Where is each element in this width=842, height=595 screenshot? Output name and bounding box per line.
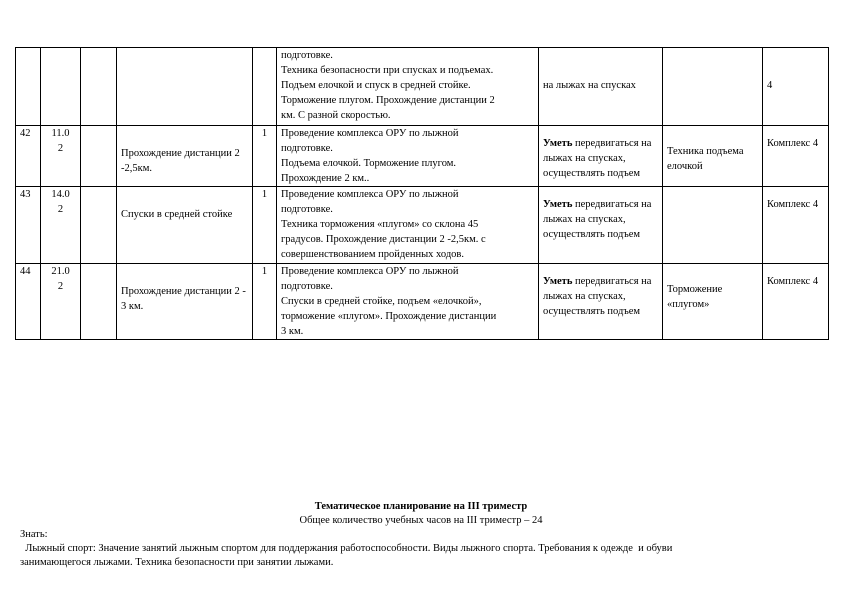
cell-topic: Спуски в средней стойке bbox=[117, 187, 253, 264]
content-line: 3 км. bbox=[281, 326, 304, 337]
content-line: Спуски в средней стойке, подъем «елочкой», bbox=[281, 296, 482, 307]
section-block bbox=[0, 500, 842, 570]
content-line: Прохождение 2 км.. bbox=[281, 173, 370, 184]
content-line: градусов. Прохождение дистанции 2 -2,5км. с bbox=[281, 234, 486, 245]
table-body bbox=[16, 48, 829, 340]
table-row bbox=[16, 264, 829, 340]
table-row bbox=[16, 126, 829, 187]
date-part: 2 bbox=[57, 281, 64, 292]
content-line: торможение «плугом». Прохождение дистанции bbox=[281, 311, 497, 322]
cell-topic bbox=[117, 48, 253, 126]
date-part: 2 bbox=[57, 143, 64, 154]
content-line: Проведение комплекса ОРУ по лыжной bbox=[281, 128, 459, 139]
cell-hours: 1 bbox=[253, 126, 277, 187]
cell-terms bbox=[663, 48, 763, 126]
cell-num: 42 bbox=[16, 126, 41, 187]
cell-skills bbox=[539, 264, 663, 340]
content-line: подготовке. bbox=[281, 50, 333, 61]
cell-num bbox=[16, 48, 41, 126]
cell-control: Комплекс 4 bbox=[763, 264, 829, 340]
cell-hours: 1 bbox=[253, 264, 277, 340]
skills-label: Уметь bbox=[543, 199, 573, 210]
cell-content bbox=[277, 187, 539, 264]
cell-terms: Техника подъема елочкой bbox=[663, 126, 763, 187]
content-line: Подъема елочкой. Торможение плугом. bbox=[281, 158, 457, 169]
content-line: Проведение комплекса ОРУ по лыжной bbox=[281, 266, 459, 277]
cell-empty bbox=[81, 264, 117, 340]
cell-control: Комплекс 4 bbox=[763, 126, 829, 187]
content-line: совершенствованием пройденных ходов. bbox=[281, 249, 464, 260]
cell-terms bbox=[663, 187, 763, 264]
cell-date bbox=[41, 48, 81, 126]
cell-hours: 1 bbox=[253, 187, 277, 264]
lesson-plan-table bbox=[15, 47, 829, 340]
cell-control: 4 bbox=[763, 48, 829, 126]
cell-skills bbox=[539, 48, 663, 126]
know-line-2: занимающегося лыжами. Техника безопасности при занятии лыжами. bbox=[20, 557, 334, 568]
cell-empty bbox=[81, 187, 117, 264]
cell-skills bbox=[539, 126, 663, 187]
content-line: Техника безопасности при спусках и подъемах. bbox=[281, 65, 494, 76]
content-line: Техника торможения «плугом» со склона 45 bbox=[281, 219, 479, 230]
section-title: Тематическое планирование на III триместр bbox=[314, 501, 528, 512]
skills-label: Уметь bbox=[543, 276, 573, 287]
cell-num: 44 bbox=[16, 264, 41, 340]
skills-text: передвигаться на лыжах на спусках, осуществлять подъем bbox=[543, 276, 652, 317]
cell-topic: Прохождение дистанции 2 - 3 км. bbox=[117, 264, 253, 340]
date-part: 11.0 bbox=[51, 128, 70, 139]
cell-empty bbox=[81, 48, 117, 126]
cell-date bbox=[41, 126, 81, 187]
content-line: км. С разной скоростью. bbox=[281, 110, 391, 121]
cell-skills bbox=[539, 187, 663, 264]
content-line: подготовке. bbox=[281, 281, 333, 292]
content-line: Подъем елочкой и спуск в средней стойке. bbox=[281, 80, 471, 91]
content-line: Проведение комплекса ОРУ по лыжной bbox=[281, 189, 459, 200]
skills-text: передвигаться на лыжах на спусках, осуществлять подъем bbox=[543, 199, 652, 240]
cell-terms: Торможение «плугом» bbox=[663, 264, 763, 340]
section-subtitle: Общее количество учебных часов на III триместр – 24 bbox=[299, 515, 543, 526]
cell-date bbox=[41, 264, 81, 340]
cell-topic: Прохождение дистанции 2 -2,5км. bbox=[117, 126, 253, 187]
content-line: подготовке. bbox=[281, 143, 333, 154]
cell-content bbox=[277, 264, 539, 340]
date-part: 21.0 bbox=[51, 266, 70, 277]
cell-content bbox=[277, 48, 539, 126]
skills-text: передвигаться на лыжах на спусках, осуществлять подъем bbox=[543, 138, 652, 179]
skills-label: Уметь bbox=[543, 138, 573, 149]
table-row bbox=[16, 48, 829, 126]
table-row bbox=[16, 187, 829, 264]
content-line: Торможение плугом. Прохождение дистанции 2 bbox=[281, 95, 495, 106]
date-part: 2 bbox=[57, 204, 64, 215]
cell-hours bbox=[253, 48, 277, 126]
date-part: 14.0 bbox=[51, 189, 70, 200]
know-line-1: Лыжный спорт: Значение занятий лыжным спортом для поддержания работоспособности. Виды лыжного спорта. Требования к одежде и обуви bbox=[20, 543, 673, 554]
cell-content bbox=[277, 126, 539, 187]
content-line: подготовке. bbox=[281, 204, 333, 215]
cell-date bbox=[41, 187, 81, 264]
skills-text: на лыжах на спусках bbox=[543, 80, 636, 91]
cell-control: Комплекс 4 bbox=[763, 187, 829, 264]
know-label: Знать: bbox=[20, 529, 48, 540]
cell-num: 43 bbox=[16, 187, 41, 264]
cell-empty bbox=[81, 126, 117, 187]
